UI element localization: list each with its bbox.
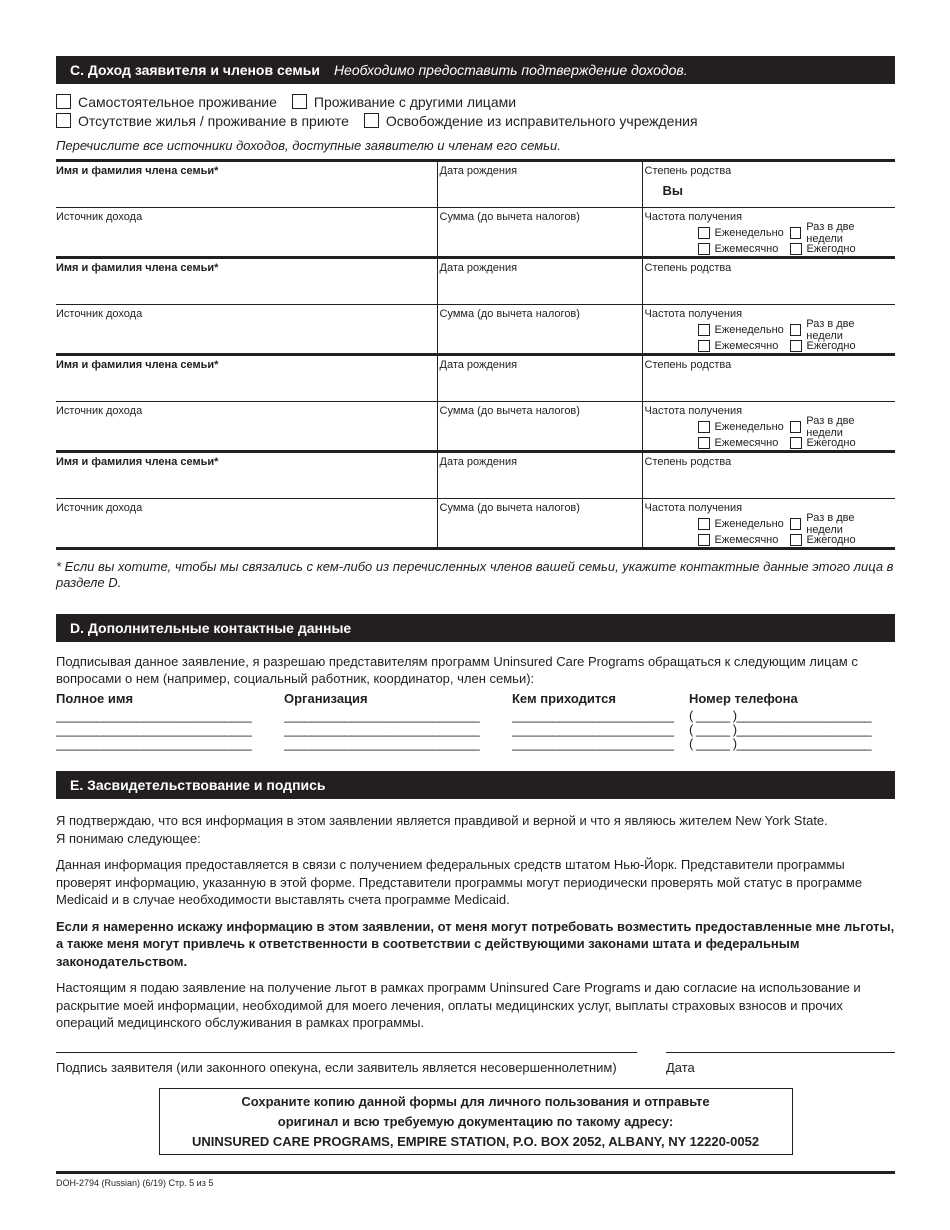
frequency-label: Ежемесячно	[714, 339, 779, 352]
dob-label: Дата рождения	[439, 359, 518, 371]
income-source-field[interactable]	[56, 305, 437, 355]
frequency-label: Еженедельно	[714, 226, 784, 239]
member-name-label: Имя и фамилия члена семьи*	[56, 359, 219, 371]
checkbox[interactable]	[698, 324, 710, 336]
amount-field[interactable]	[437, 402, 642, 452]
frequency-label-heading: Частота получения	[644, 405, 743, 417]
frequency-label: Ежемесячно	[714, 242, 779, 255]
section-c-title: C. Доход заявителя и членов семьи	[70, 62, 320, 78]
frequency-label: Раз в две недели	[806, 220, 855, 245]
section-d-intro: Подписывая данное заявление, я разрешаю представителям программ Uninsured Care Programs обращаться к следующим лицам с вопросами о нем (например, социальный работник, координатор, член семьи):	[56, 654, 858, 686]
frequency-option[interactable]	[698, 241, 790, 256]
contact-phone-blank[interactable]: ( _____ )____________________	[689, 737, 872, 751]
frequency-label: Раз в две недели	[806, 317, 855, 342]
member-row	[56, 452, 895, 499]
member-row	[56, 258, 895, 305]
contact-name-blank[interactable]: _____________________________	[56, 737, 252, 751]
frequency-option[interactable]	[790, 220, 893, 245]
checkbox[interactable]	[790, 227, 802, 239]
dob-label: Дата рождения	[439, 456, 518, 468]
checkbox[interactable]	[698, 534, 710, 546]
col-relationship: Кем приходится	[512, 691, 616, 706]
frequency-options	[698, 317, 893, 353]
checkbox[interactable]	[292, 94, 307, 109]
frequency-options	[698, 414, 893, 450]
contact-org-blank[interactable]: _____________________________	[284, 737, 480, 751]
living-option[interactable]	[56, 113, 349, 129]
relationship-field[interactable]	[642, 161, 895, 208]
frequency-option[interactable]	[790, 435, 893, 450]
income-source-label: Источник дохода	[56, 405, 143, 417]
living-option[interactable]	[56, 94, 277, 110]
member-name-field[interactable]	[56, 258, 437, 305]
attestation-line-2: Я понимаю следующее:	[56, 830, 201, 846]
frequency-option[interactable]	[698, 338, 790, 353]
frequency-option[interactable]	[790, 414, 893, 439]
notice-line-2: оригинал и всю требуемую документацию по такому адресу:	[277, 1113, 674, 1129]
attestation-warning: Если я намеренно искажу информацию в этом заявлении, от меня могут потребовать возместить предоставленные мне льготы, а также меня могут привлечь к ответственности в соответствии с действующими законами штата и федеральным законодательством.	[56, 918, 895, 969]
income-source-label: Источник дохода	[56, 211, 143, 223]
dob-field[interactable]	[437, 258, 642, 305]
frequency-options	[698, 511, 893, 547]
income-source-field[interactable]	[56, 208, 437, 258]
frequency-label: Еженедельно	[714, 517, 784, 530]
income-row	[56, 305, 895, 355]
amount-field[interactable]	[437, 305, 642, 355]
frequency-option[interactable]	[698, 516, 790, 531]
col-full-name: Полное имя	[56, 691, 134, 706]
relationship-value: Вы	[662, 183, 683, 198]
dob-label: Дата рождения	[439, 165, 518, 177]
section-c-note: Необходимо предоставить подтверждение доходов.	[333, 62, 688, 78]
amount-label: Сумма (до вычета налогов)	[439, 502, 580, 514]
income-row	[56, 402, 895, 452]
section-d-header	[56, 614, 895, 642]
relationship-label: Степень родства	[644, 165, 732, 177]
section-c-footnote: * Если вы хотите, чтобы мы связались с кем-либо из перечисленных членов вашей семьи, укажите контактные данные этого лица в разделе D.	[56, 559, 894, 590]
checkbox[interactable]	[790, 324, 802, 336]
living-options-row-1	[56, 92, 895, 111]
frequency-option[interactable]	[698, 225, 790, 240]
checkbox[interactable]	[56, 113, 71, 128]
member-row	[56, 355, 895, 402]
date-label: Дата	[666, 1059, 695, 1075]
member-row	[56, 161, 895, 208]
frequency-options	[698, 220, 893, 256]
member-name-label: Имя и фамилия члена семьи*	[56, 262, 219, 274]
attestation-consent: Настоящим я подаю заявление на получение льгот в рамках программ Uninsured Care Programs и даю согласие на использование и раскрытие моей информации, необходимой для моего лечения, оплаты медицинских услуг, выплаты страховых взносов и прочих операций медицинского обслуживания в рамках программы.	[56, 980, 861, 1030]
checkbox[interactable]	[56, 94, 71, 109]
option-label: Отсутствие жилья / проживание в приюте	[78, 112, 349, 129]
frequency-option[interactable]	[698, 419, 790, 434]
checkbox[interactable]	[790, 518, 802, 530]
frequency-label: Ежемесячно	[714, 436, 779, 449]
relationship-label: Степень родства	[644, 262, 732, 274]
checkbox[interactable]	[364, 113, 379, 128]
form-id: DOH-2794 (Russian) (6/19) Стр. 5 из 5	[56, 1178, 214, 1188]
checkbox[interactable]	[790, 243, 802, 255]
amount-field[interactable]	[437, 208, 642, 258]
date-line[interactable]	[666, 1052, 895, 1053]
frequency-label-heading: Частота получения	[644, 211, 743, 223]
income-source-label: Источник дохода	[56, 502, 143, 514]
bottom-rule	[56, 1171, 895, 1174]
mailing-notice-box	[159, 1088, 793, 1155]
contact-org-blank[interactable]: _____________________________	[284, 709, 480, 723]
member-name-field[interactable]	[56, 161, 437, 208]
amount-label: Сумма (до вычета налогов)	[439, 405, 580, 417]
frequency-field	[642, 305, 895, 355]
dob-label: Дата рождения	[439, 262, 518, 274]
contact-phone-blank[interactable]: ( _____ )____________________	[689, 709, 872, 723]
frequency-option[interactable]	[698, 435, 790, 450]
income-row	[56, 499, 895, 549]
contact-org-blank[interactable]: _____________________________	[284, 723, 480, 737]
frequency-label: Ежегодно	[806, 436, 856, 449]
frequency-label: Ежемесячно	[714, 533, 779, 546]
income-row	[56, 208, 895, 258]
frequency-option[interactable]	[790, 511, 893, 536]
frequency-option[interactable]	[790, 241, 893, 256]
dob-field[interactable]	[437, 452, 642, 499]
frequency-field	[642, 499, 895, 549]
checkbox[interactable]	[790, 421, 802, 433]
living-option[interactable]	[292, 94, 516, 110]
frequency-label-heading: Частота получения	[644, 308, 743, 320]
dob-field[interactable]	[437, 161, 642, 208]
income-source-field[interactable]	[56, 402, 437, 452]
contacts-grid	[56, 691, 895, 709]
checkbox[interactable]	[790, 437, 802, 449]
household-income-table	[56, 159, 895, 550]
income-source-field[interactable]	[56, 499, 437, 549]
amount-label: Сумма (до вычета налогов)	[439, 308, 580, 320]
member-name-field[interactable]	[56, 355, 437, 402]
frequency-option[interactable]	[790, 317, 893, 342]
checkbox[interactable]	[790, 534, 802, 546]
frequency-label: Ежегодно	[806, 533, 856, 546]
checkbox[interactable]	[698, 421, 710, 433]
col-organization: Организация	[284, 691, 368, 706]
frequency-option[interactable]	[698, 532, 790, 547]
income-list-intro: Перечислите все источники доходов, доступные заявителю и членам его семьи.	[56, 138, 561, 153]
relationship-field[interactable]	[642, 355, 895, 402]
frequency-label: Раз в две недели	[806, 511, 855, 536]
relationship-label: Степень родства	[644, 359, 732, 371]
option-label: Проживание с другими лицами	[313, 93, 517, 110]
frequency-field	[642, 402, 895, 452]
frequency-field	[642, 208, 895, 258]
frequency-label-heading: Частота получения	[644, 502, 743, 514]
frequency-label: Ежегодно	[806, 242, 856, 255]
amount-label: Сумма (до вычета налогов)	[439, 211, 580, 223]
income-source-label: Источник дохода	[56, 308, 143, 320]
frequency-option[interactable]	[790, 338, 893, 353]
section-e-title: E. Засвидетельствование и подпись	[70, 777, 326, 793]
frequency-label: Раз в две недели	[806, 414, 855, 439]
amount-field[interactable]	[437, 499, 642, 549]
notice-line-1: Сохраните копию данной формы для личного пользования и отправьте	[241, 1093, 710, 1109]
contact-relation-blank[interactable]: ________________________	[512, 723, 674, 737]
section-c-header	[56, 56, 895, 84]
living-option[interactable]	[364, 113, 698, 129]
frequency-label: Еженедельно	[714, 420, 784, 433]
signature-line[interactable]	[56, 1052, 637, 1053]
member-name-label: Имя и фамилия члена семьи*	[56, 165, 219, 177]
checkbox[interactable]	[698, 227, 710, 239]
col-phone: Номер телефона	[689, 691, 798, 706]
dob-field[interactable]	[437, 355, 642, 402]
contact-name-blank[interactable]: _____________________________	[56, 709, 252, 723]
section-d-title: D. Дополнительные контактные данные	[70, 620, 352, 636]
option-label: Освобождение из исправительного учреждения	[385, 112, 698, 129]
frequency-option[interactable]	[790, 532, 893, 547]
relationship-field[interactable]	[642, 258, 895, 305]
checkbox[interactable]	[698, 243, 710, 255]
member-name-field[interactable]	[56, 452, 437, 499]
frequency-option[interactable]	[698, 322, 790, 337]
section-e-header	[56, 771, 895, 799]
member-name-label: Имя и фамилия члена семьи*	[56, 456, 219, 468]
attestation-line-1: Я подтверждаю, что вся информация в этом заявлении является правдивой и верной и что я являюсь жителем New York State.	[56, 813, 828, 828]
relationship-label: Степень родства	[644, 456, 732, 468]
signature-row	[56, 1042, 895, 1088]
attestation-federal-funds: Данная информация предоставляется в связи с получением федеральных средств штатом Нью-Йорк. Представители программы проверят информацию, указанную в этой форме. Представители программы могут периодически проверять мой статус в программе Medicaid и в случае необходимости выставлять счета программе Medicaid.	[56, 857, 863, 907]
contact-name-blank[interactable]: _____________________________	[56, 723, 252, 737]
notice-address: UNINSURED CARE PROGRAMS, EMPIRE STATION, P.O. BOX 2052, ALBANY, NY 12220-0052	[191, 1133, 760, 1149]
relationship-field[interactable]	[642, 452, 895, 499]
checkbox[interactable]	[698, 518, 710, 530]
signature-label: Подпись заявителя (или законного опекуна, если заявитель является несовершеннолетним)	[56, 1059, 617, 1075]
contact-relation-blank[interactable]: ________________________	[512, 709, 674, 723]
option-label: Самостоятельное проживание	[78, 93, 277, 110]
contact-phone-blank[interactable]: ( _____ )____________________	[689, 723, 872, 737]
checkbox[interactable]	[698, 340, 710, 352]
living-options-row-2	[56, 111, 895, 130]
frequency-label: Еженедельно	[714, 323, 784, 336]
frequency-label: Ежегодно	[806, 339, 856, 352]
checkbox[interactable]	[790, 340, 802, 352]
contact-relation-blank[interactable]: ________________________	[512, 737, 674, 751]
checkbox[interactable]	[698, 437, 710, 449]
